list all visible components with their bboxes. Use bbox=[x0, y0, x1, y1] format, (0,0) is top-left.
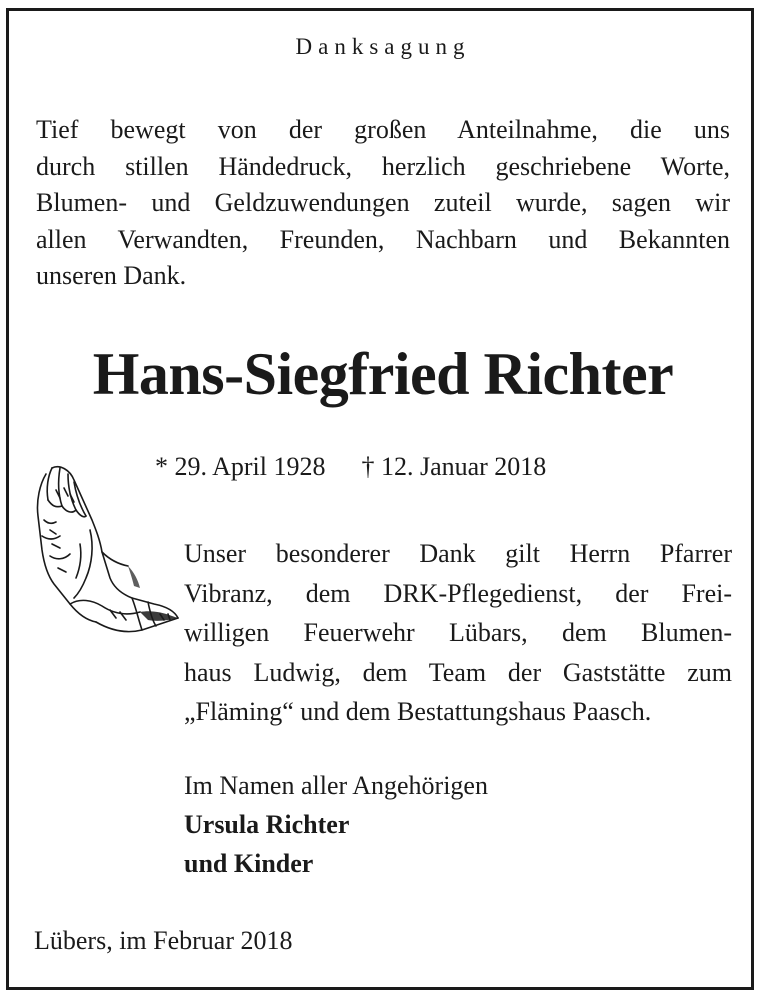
closing-signature bbox=[184, 766, 488, 883]
intro-line: unseren Dank. bbox=[36, 261, 187, 290]
thanks-line: haus Ludwig, dem Team der Gaststätte zum bbox=[184, 657, 732, 687]
closing-line: Im Namen aller Angehörigen bbox=[184, 771, 488, 800]
thanks-line: Vibranz, dem DRK-Pflegedienst, der Frei- bbox=[184, 578, 732, 608]
place-date: Lübers, im Februar 2018 bbox=[34, 926, 293, 955]
intro-line: allen Verwandten, Freunden, Nachbarn und Bekannten bbox=[36, 224, 730, 254]
intro-line: durch stillen Händedruck, herzlich geschriebene Worte, bbox=[36, 151, 730, 181]
thanks-line: Unser besonderer Dank gilt Herrn Pfarrer bbox=[184, 539, 732, 568]
thanks-paragraph bbox=[184, 534, 732, 732]
intro-line: Blumen- und Geldzuwendungen zuteil wurde, sagen wir bbox=[36, 188, 730, 217]
thanks-line: willigen Feuerwehr Lübars, dem Blumen- bbox=[184, 618, 732, 647]
notice-heading: Danksagung bbox=[295, 34, 471, 59]
praying-hands-icon bbox=[30, 460, 182, 650]
death-date: † 12. Januar 2018 bbox=[361, 452, 547, 481]
deceased-name: Hans-Siegfried Richter bbox=[92, 341, 674, 407]
signer-family: und Kinder bbox=[184, 849, 314, 878]
intro-line: Tief bewegt von der großen Anteilnahme, die uns bbox=[36, 115, 730, 144]
signer-name: Ursula Richter bbox=[184, 810, 350, 839]
intro-paragraph bbox=[36, 112, 730, 295]
birth-date: * 29. April 1928 bbox=[155, 452, 326, 481]
life-dates bbox=[155, 452, 546, 482]
thanks-line: „Fläming“ und dem Bestattungshaus Paasch. bbox=[184, 697, 652, 726]
